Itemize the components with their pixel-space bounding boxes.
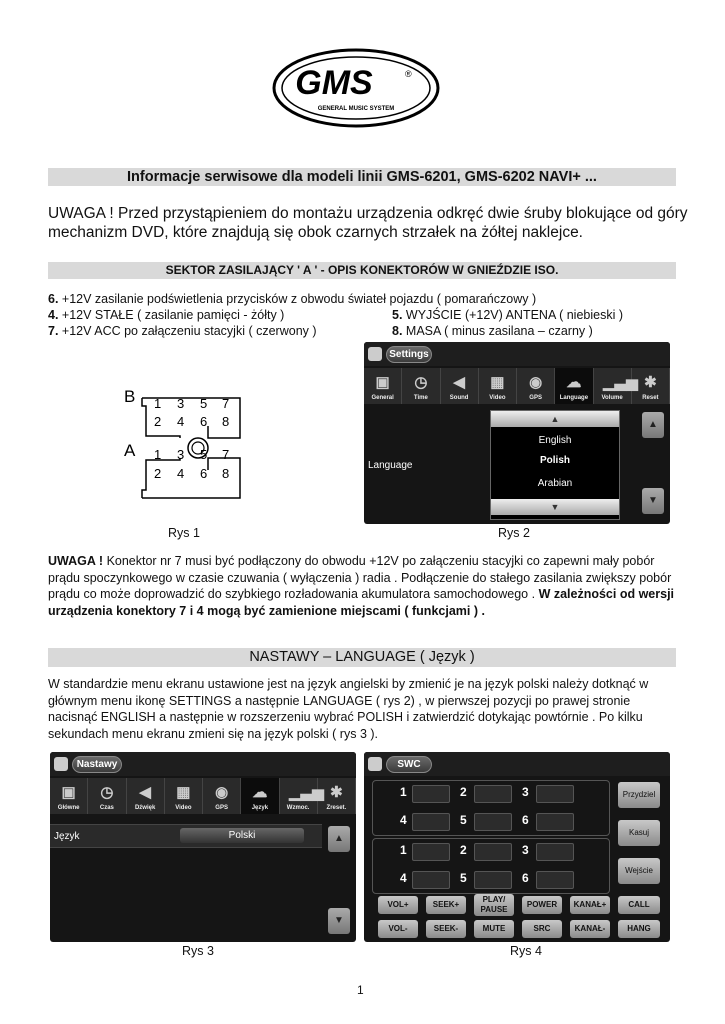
- gps-icon: ◉: [529, 374, 543, 391]
- mute-button[interactable]: MUTE: [474, 920, 514, 938]
- pin-label: 2: [154, 414, 162, 429]
- swc-screenshot: [364, 752, 670, 942]
- row-b-label: B: [124, 387, 136, 406]
- slot[interactable]: [474, 843, 512, 861]
- language-label: Language: [368, 460, 413, 471]
- vol-down-button[interactable]: VOL-: [378, 920, 418, 938]
- top-warning: UWAGA ! Przed przystąpieniem do montażu urządzenia odkręć dwie śruby blokujące od góry mechanizm DVD, które znajdują się obok czarnych strzałek na żółtej naklejce.: [48, 205, 688, 241]
- icon-time[interactable]: ◷ Time: [402, 368, 440, 404]
- pin-8: 8. MASA ( minus zasilana – czarny ): [392, 324, 593, 338]
- caption-rys3: Rys 3: [182, 944, 214, 958]
- pin-label: 6: [200, 414, 208, 429]
- title-bar: [364, 342, 670, 366]
- screen-title: Settings: [386, 346, 432, 363]
- pin-label: 7: [222, 447, 230, 462]
- option-english[interactable]: English: [538, 435, 572, 446]
- slot-number: 6: [522, 813, 529, 827]
- film-icon: ▦: [176, 784, 191, 801]
- logo-text: GMS: [295, 64, 373, 102]
- language-row: [50, 824, 322, 848]
- pin-6: 6. +12V zasilanie podświetlenia przycisków z obwodu świateł pojazdu ( pomarańczowy ): [48, 292, 537, 306]
- page-title: Informacje serwisowe dla modeli linii GMS-6201, GMS-6202 NAVI+ ...: [48, 168, 676, 186]
- caption-rys1: Rys 1: [168, 526, 200, 540]
- icon-gps[interactable]: ◉ GPS: [517, 368, 555, 404]
- speaker-icon: ◀: [453, 374, 465, 391]
- clock-icon: ◷: [100, 784, 114, 801]
- scroll-up-icon[interactable]: ▲: [491, 411, 619, 427]
- src-button[interactable]: SRC: [522, 920, 562, 938]
- slot[interactable]: [536, 843, 574, 861]
- nastawy-screenshot: [50, 752, 356, 942]
- gear-icon: ✱: [330, 784, 343, 801]
- play-pause-button[interactable]: PLAY/ PAUSE: [474, 894, 514, 916]
- pin-label: 8: [222, 414, 230, 429]
- language-value[interactable]: Polski: [180, 828, 304, 843]
- gear-icon: ✱: [644, 374, 657, 391]
- pin-5: 5. WYJŚCIE (+12V) ANTENA ( niebieski ): [392, 308, 623, 322]
- cube-icon: ▣: [61, 784, 76, 801]
- clear-button[interactable]: Kasuj: [618, 820, 660, 846]
- gms-logo: [272, 48, 440, 128]
- title-bar: [50, 752, 356, 776]
- settings-icon: [368, 347, 382, 361]
- film-icon: ▦: [490, 374, 505, 391]
- slot-number: 6: [522, 871, 529, 885]
- pin-4: 4. +12V STAŁE ( zasilanie pamięci - żółty ): [48, 308, 285, 322]
- title-bar: [364, 752, 670, 776]
- assign-button[interactable]: Przydziel: [618, 782, 660, 808]
- sector-title: SEKTOR ZASILAJĄCY ' A ' - OPIS KONEKTORÓW W GNIEŹDZIE ISO.: [48, 262, 676, 279]
- pin-label: 5: [200, 396, 208, 411]
- slot-number: 3: [522, 843, 529, 857]
- pin-label: 3: [177, 447, 185, 462]
- slot[interactable]: [412, 785, 450, 803]
- slot-number: 4: [400, 813, 407, 827]
- pin-label: 4: [177, 466, 185, 481]
- language-instructions: W standardzie menu ekranu ustawione jest na język angielski by zmienić je na język polski należy dotknąć w głównym menu ikonę SETTINGS a następnie LANGUAGE ( rys 2) , w pierwszej pozycji po prawej stronie nacisnąć ENGLISH a następnie w rozszerzeniu wybrać POLISH i zatwierdzić dotykając powtórnie . Po kilku sekundach menu ekranu zmieni się na język polski ( rys 3 ).: [48, 677, 649, 741]
- nastawy-icon-row: [50, 778, 356, 814]
- speech-bubble-icon: ☁: [252, 784, 268, 801]
- pin-label: 1: [154, 447, 162, 462]
- clock-icon: ◷: [414, 374, 428, 391]
- channel-down-button[interactable]: KANAŁ-: [570, 920, 610, 938]
- slot-number: 2: [460, 843, 467, 857]
- pin-label: 4: [177, 414, 185, 429]
- scroll-down-button[interactable]: ▼: [328, 908, 350, 934]
- scroll-down-button[interactable]: ▼: [642, 488, 664, 514]
- pin-label: 8: [222, 466, 230, 481]
- slot[interactable]: [474, 813, 512, 831]
- option-arabian[interactable]: Arabian: [537, 478, 573, 489]
- settings-screenshot: [364, 342, 670, 524]
- speaker-icon: ◀: [139, 784, 151, 801]
- input-button[interactable]: Wejście: [618, 858, 660, 884]
- slot[interactable]: [536, 871, 574, 889]
- speech-bubble-icon: ☁: [566, 374, 582, 391]
- language-dropdown[interactable]: [490, 410, 620, 520]
- slot[interactable]: [536, 785, 574, 803]
- slot-number: 1: [400, 843, 407, 857]
- steering-wheel-icon: [368, 757, 382, 771]
- icon-czas[interactable]: ◷ Czas: [88, 778, 126, 814]
- slot-number: 3: [522, 785, 529, 799]
- pin-7: 7. +12V ACC po załączeniu stacyjki ( czerwony ): [48, 324, 317, 338]
- volume-bars-icon: ▁▃▅: [603, 374, 638, 391]
- slot-number: 1: [400, 785, 407, 799]
- icon-video[interactable]: ▦ Video: [165, 778, 203, 814]
- cube-icon: ▣: [375, 374, 390, 391]
- call-button[interactable]: CALL: [618, 896, 660, 914]
- pin-label: 5: [200, 447, 208, 462]
- seek-down-button[interactable]: SEEK-: [426, 920, 466, 938]
- connector-warning: UWAGA ! Konektor nr 7 musi być podłączony do obwodu +12V po załączeniu stacyjki co zapewni mały pobór prądu spoczynkowego w czasie czuwania ( wyłączenia ) radia . Podłączenie do stałego zasilania zwiększy pobór prądu co może doprowadzić do szybkiego rozładowania akumulatora samochodowego . W zależności od wersji urządzenia konektory 7 i 4 mogą być zamienione miejscami ( funkcjami ) .: [48, 554, 675, 618]
- icon-wzmoc[interactable]: ▁▃▅ Wzmoc.: [280, 778, 318, 814]
- scroll-down-icon[interactable]: ▼: [491, 499, 619, 515]
- icon-reset[interactable]: ✱ Reset: [632, 368, 670, 404]
- option-polish[interactable]: Polish: [539, 455, 570, 466]
- slot-number: 4: [400, 871, 407, 885]
- pin-label: 6: [200, 466, 208, 481]
- icon-general[interactable]: ▣ General: [364, 368, 402, 404]
- logo-tagline: GENERAL MUSIC SYSTEM: [317, 106, 395, 112]
- iso-connector-diagram: [122, 386, 252, 510]
- slot[interactable]: [536, 813, 574, 831]
- icon-gps[interactable]: ◉ GPS: [203, 778, 241, 814]
- scroll-up-button[interactable]: ▲: [328, 826, 350, 852]
- settings-icon: [54, 757, 68, 771]
- caption-rys2: Rys 2: [498, 526, 530, 540]
- page-number: 1: [357, 983, 364, 997]
- volume-bars-icon: ▁▃▅: [289, 784, 324, 801]
- icon-sound[interactable]: ◀ Sound: [441, 368, 479, 404]
- icon-language[interactable]: ☁ Language: [555, 368, 593, 404]
- caption-rys4: Rys 4: [510, 944, 542, 958]
- slot[interactable]: [474, 785, 512, 803]
- language-label: Język: [54, 831, 80, 842]
- pin-label: 7: [222, 396, 230, 411]
- power-button[interactable]: POWER: [522, 896, 562, 914]
- pin-label: 2: [154, 466, 162, 481]
- slot-number: 5: [460, 813, 467, 827]
- slot[interactable]: [412, 843, 450, 861]
- settings-icon-row: [364, 368, 670, 404]
- slot-number: 5: [460, 871, 467, 885]
- slot-number: 2: [460, 785, 467, 799]
- hang-button[interactable]: HANG: [618, 920, 660, 938]
- icon-glowne[interactable]: ▣ Główne: [50, 778, 88, 814]
- icon-zreset[interactable]: ✱ Zreset.: [318, 778, 356, 814]
- screen-title: Nastawy: [72, 756, 122, 773]
- pin-label: 3: [177, 396, 185, 411]
- channel-up-button[interactable]: KANAŁ+: [570, 896, 610, 914]
- icon-video[interactable]: ▦ Video: [479, 368, 517, 404]
- vol-up-button[interactable]: VOL+: [378, 896, 418, 914]
- scroll-up-button[interactable]: ▲: [642, 412, 664, 438]
- gps-icon: ◉: [215, 784, 229, 801]
- icon-volume[interactable]: ▁▃▅ Volume: [594, 368, 632, 404]
- screen-title: SWC: [386, 756, 432, 773]
- row-a-label: A: [124, 441, 136, 460]
- logo-registered: ®: [405, 69, 412, 79]
- seek-up-button[interactable]: SEEK+: [426, 896, 466, 914]
- slot[interactable]: [474, 871, 512, 889]
- language-section-title: NASTAWY – LANGUAGE ( Język ): [48, 648, 676, 667]
- pin-label: 1: [154, 396, 162, 411]
- slot[interactable]: [412, 871, 450, 889]
- icon-jezyk[interactable]: ☁ Język: [241, 778, 279, 814]
- slot[interactable]: [412, 813, 450, 831]
- icon-dzwiek[interactable]: ◀ Dźwięk: [127, 778, 165, 814]
